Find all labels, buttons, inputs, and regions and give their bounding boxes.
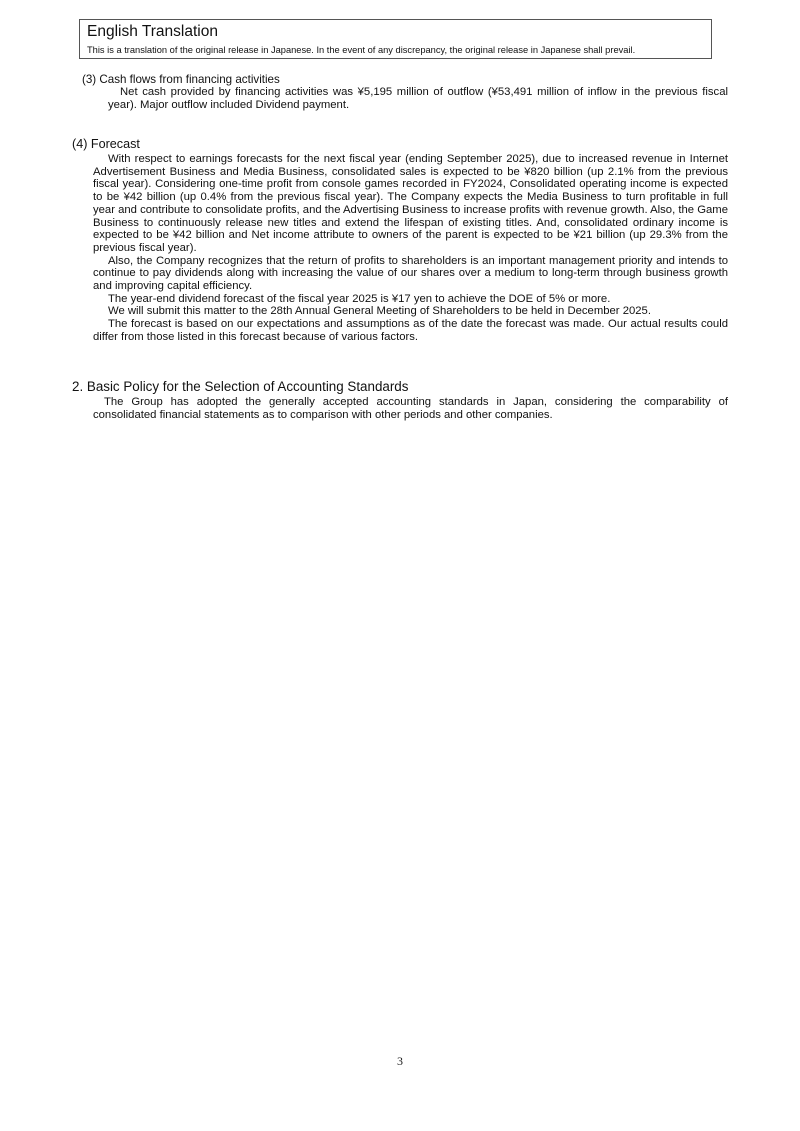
section-forecast — [72, 137, 728, 344]
forecast-paragraph: We will submit this matter to the 28th Annual General Meeting of Shareholders to be held in December 2025. — [108, 305, 651, 318]
section-cash-flows-financing — [82, 73, 728, 111]
page-number: 3 — [397, 1054, 403, 1068]
section-accounting-policy — [72, 379, 728, 421]
forecast-heading: (4) Forecast — [72, 137, 140, 151]
forecast-paragraph: Also, the Company recognizes that the return of profits to shareholders is an important management priority and intends to continue to pay dividends along with increasing the value of our shares over a medium to long-term through business growth and improving capital efficiency. — [93, 254, 728, 293]
notice-disclaimer: This is a translation of the original release in Japanese. In the event of any discrepancy, the original release in Japanese shall prevail. — [87, 45, 636, 55]
accounting-policy-heading: 2. Basic Policy for the Selection of Accounting Standards — [72, 379, 409, 394]
english-translation-notice — [79, 19, 712, 59]
notice-title: English Translation — [87, 23, 218, 40]
cash-flows-financing-heading: (3) Cash flows from financing activities — [82, 73, 280, 86]
forecast-body — [93, 153, 728, 344]
forecast-paragraph: With respect to earnings forecasts for the next fiscal year (ending September 2025), due to increased revenue in Internet Advertisement Business and Media Business, consolidated sales is expected to be ¥820 billion (up 2.1% from the previous fiscal year). Considering one-time profit from console games recorded in FY2024, Consolidated operating income is expected to be ¥42 billion (up 0.4% from the previous fiscal year). The Company expects the Media Business to turn profitable in full year and contribute to consolidate profits, and the Advertising Business to increase profits with revenue growth. Also, the Game Business to continuously release new titles and extend the lifespan of existing titles. And, consolidated ordinary income is expected to be ¥42 billion and Net income attribute to owners of the parent is expected to be ¥21 billion (up 29.3% from the previous fiscal year). — [93, 153, 728, 254]
forecast-paragraph: The forecast is based on our expectations and assumptions as of the date the forecast was made. Our actual results could differ from those listed in this forecast because of various factors. — [93, 318, 728, 343]
cash-flows-financing-body: Net cash provided by financing activities was ¥5,195 million of outflow (¥53,491 million of inflow in the previous fiscal year). Major outflow included Dividend payment. — [108, 86, 728, 111]
accounting-policy-body: The Group has adopted the generally accepted accounting standards in Japan, considering the comparability of consolidated financial statements as to comparison with other periods and other companies. — [93, 396, 728, 421]
forecast-paragraph: The year-end dividend forecast of the fiscal year 2025 is ¥17 yen to achieve the DOE of 5% or more. — [108, 292, 611, 305]
